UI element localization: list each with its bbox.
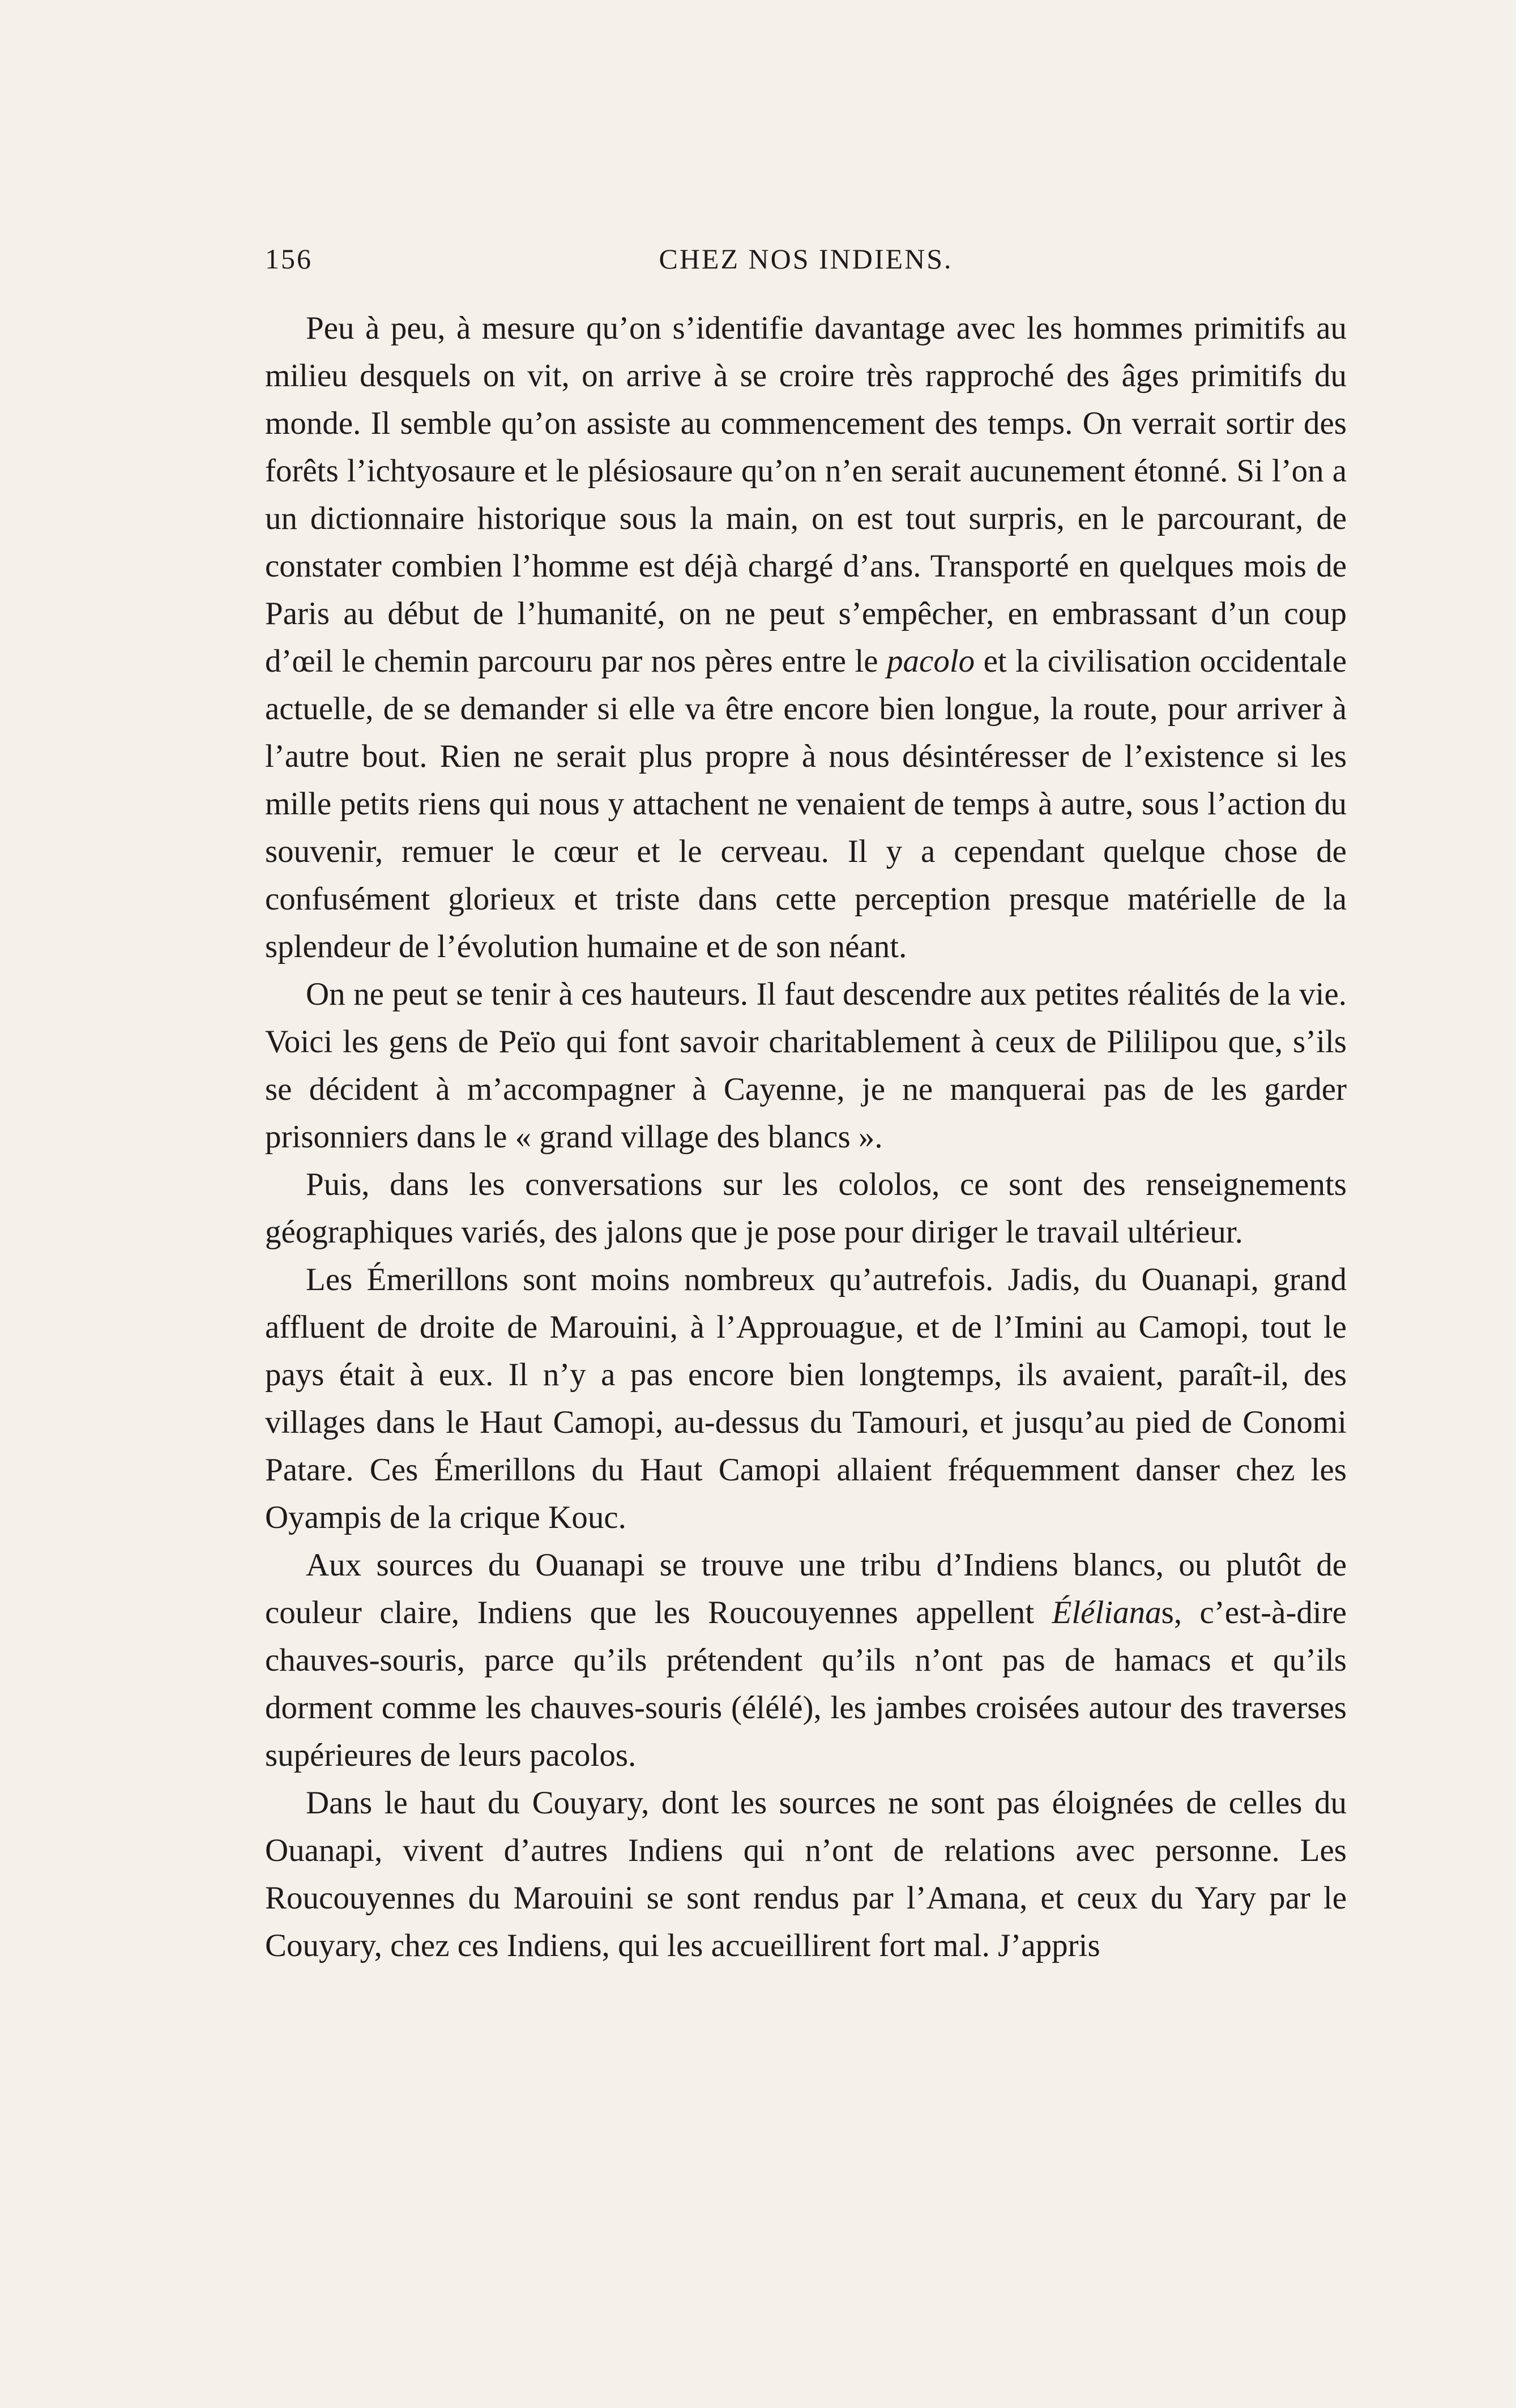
- running-title: CHEZ NOS INDIENS.: [659, 243, 953, 275]
- italic-term: pacolo: [887, 643, 975, 679]
- running-head: [265, 242, 1347, 282]
- paragraph: [265, 971, 1347, 1161]
- text-run: Peu à peu, à mesure qu’on s’identifie davantage avec les hommes primitifs au milieu desquels on vit, on arrive à se croire très rapproché des âges primitifs du monde. Il semble qu’on assiste au commencement des temps. On verrait sortir des forêts l’ichtyosaure et le plésiosaure qu’on n’en serait aucunement étonné. Si l’on a un dictionnaire historique sous la main, on est tout surpris, en le parcourant, de constater combien l’homme est déjà chargé d’ans. Transporté en quelques mois de Paris au début de l’humanité, on ne peut s’empêcher, en embrassant d’un coup d’œil le chemin parcouru par nos pères entre le: [265, 310, 1347, 679]
- page-number: 156: [265, 243, 313, 275]
- text-run: et la civilisation occidentale actuelle, de se demander si elle va être encore bien longue, la route, pour arriver à l’autre bout. Rien ne serait plus propre à nous désintéresser de l’existence si les mille petits riens qui nous y attachent ne venaient de temps à autre, sous l’action du souvenir, remuer le cœur et le cerveau. Il y a cependant quelque chose de confusément glorieux et triste dans cette perception presque matérielle de la splendeur de l’évolution humaine et de son néant.: [265, 643, 1347, 964]
- paragraph: [265, 305, 1347, 971]
- body-text: [265, 305, 1347, 1970]
- paragraph: [265, 1256, 1347, 1542]
- paragraph: [265, 1542, 1347, 1779]
- paragraph: [265, 1161, 1347, 1256]
- paragraph: [265, 1779, 1347, 1970]
- text-run: s, c’est-à-dire chauves-souris, parce qu’ils prétendent qu’ils n’ont pas de hamacs et qu’ils dorment comme les chauves-souris (élélé), les jambes croisées autour des traverses supérieures de leurs pacolos.: [265, 1595, 1347, 1773]
- text-run: Les Émerillons sont moins nombreux qu’autrefois. Jadis, du Ouanapi, grand affluent de droite de Marouini, à l’Approuague, et de l’Imini au Camopi, tout le pays était à eux. Il n’y a pas encore bien longtemps, ils avaient, paraît-il, des villages dans le Haut Camopi, au-dessus du Tamouri, et jusqu’au pied de Conomi Patare. Ces Émerillons du Haut Camopi allaient fréquemment danser chez les Oyampis de la crique Kouc.: [265, 1262, 1347, 1535]
- text-run: Puis, dans les conversations sur les cololos, ce sont des renseignements géographiques variés, des jalons que je pose pour diriger le travail ultérieur.: [265, 1167, 1347, 1250]
- italic-term: Éléliana: [1052, 1595, 1161, 1630]
- text-run: Dans le haut du Couyary, dont les sources ne sont pas éloignées de celles du Ouanapi, vivent d’autres Indiens qui n’ont de relations avec personne. Les Roucouyennes du Marouini se sont rendus par l’Amana, et ceux du Yary par le Couyary, chez ces Indiens, qui les accueillirent fort mal. J’appris: [265, 1785, 1347, 1963]
- text-run: Aux sources du Ouanapi se trouve une tribu d’Indiens blancs, ou plutôt de couleur claire, Indiens que les Roucouyennes appellent: [265, 1547, 1347, 1630]
- text-run: On ne peut se tenir à ces hauteurs. Il faut descendre aux petites réalités de la vie. Voici les gens de Peïo qui font savoir charitablement à ceux de Pililipou que, s’ils se décident à m’accompagner à Cayenne, je ne manquerai pas de les garder prisonniers dans le « grand village des blancs ».: [265, 976, 1347, 1155]
